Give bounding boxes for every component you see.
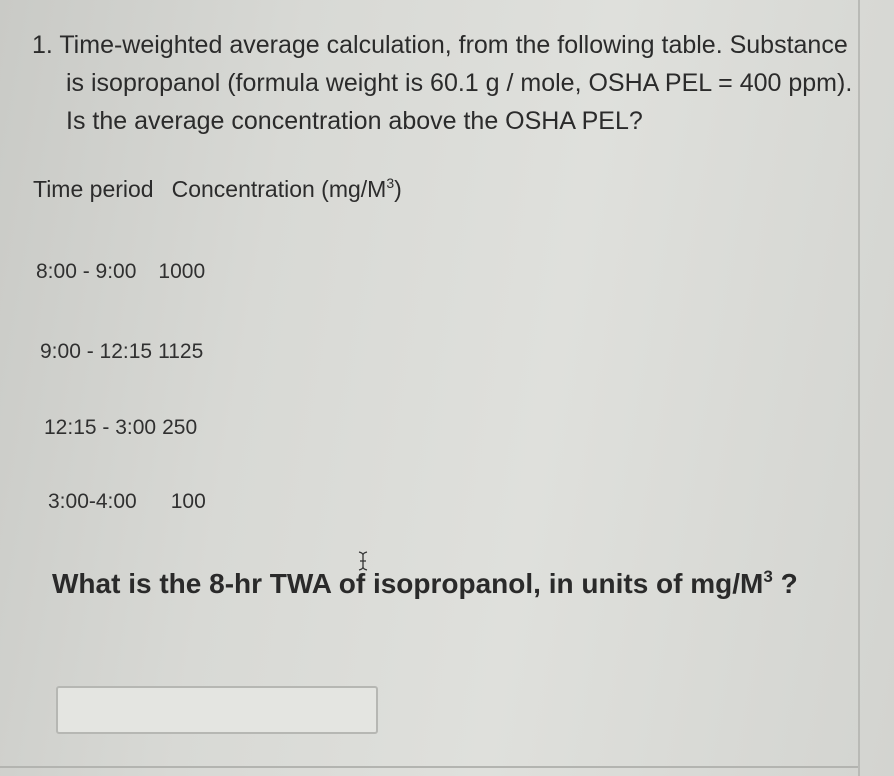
header-concentration-label: Concentration (mg/M [171, 176, 387, 202]
prompt-suffix: ? [772, 568, 798, 599]
header-concentration-exponent: 3 [386, 175, 395, 191]
prompt-text: What is the 8-hr TWA of isopropanol, in units of mg/M [52, 568, 764, 599]
card-bottom-border [0, 766, 858, 768]
row-time: 9:00 - 12:15 [40, 340, 153, 363]
text-cursor-icon [356, 551, 370, 571]
question-line-2: is isopropanol (formula weight is 60.1 g / mole, OSHA PEL = 400 ppm). [66, 69, 853, 97]
answer-prompt [52, 563, 842, 605]
header-concentration-close: ) [394, 176, 402, 202]
row-time: 12:15 - 3:00 [44, 416, 157, 439]
answer-input[interactable] [56, 686, 378, 734]
table-row [40, 340, 203, 364]
question-text [32, 26, 872, 140]
row-concentration: 100 [170, 490, 206, 513]
header-time-period: Time period [33, 176, 154, 202]
prompt-exponent: 3 [763, 567, 773, 586]
row-concentration: 1000 [158, 260, 206, 283]
row-time: 8:00 - 9:00 [36, 260, 137, 283]
header-concentration [172, 176, 402, 202]
row-concentration: 250 [162, 416, 198, 439]
row-time: 3:00-4:00 [48, 490, 137, 513]
table-row [48, 490, 206, 514]
table-row [36, 260, 205, 284]
table-row [44, 416, 197, 440]
question-line-1: 1. Time-weighted average calculation, from the following table. Substance [32, 31, 848, 59]
question-line-3: Is the average concentration above the OSHA PEL? [66, 107, 643, 135]
row-concentration: 1125 [158, 340, 204, 363]
table-header [33, 176, 402, 203]
